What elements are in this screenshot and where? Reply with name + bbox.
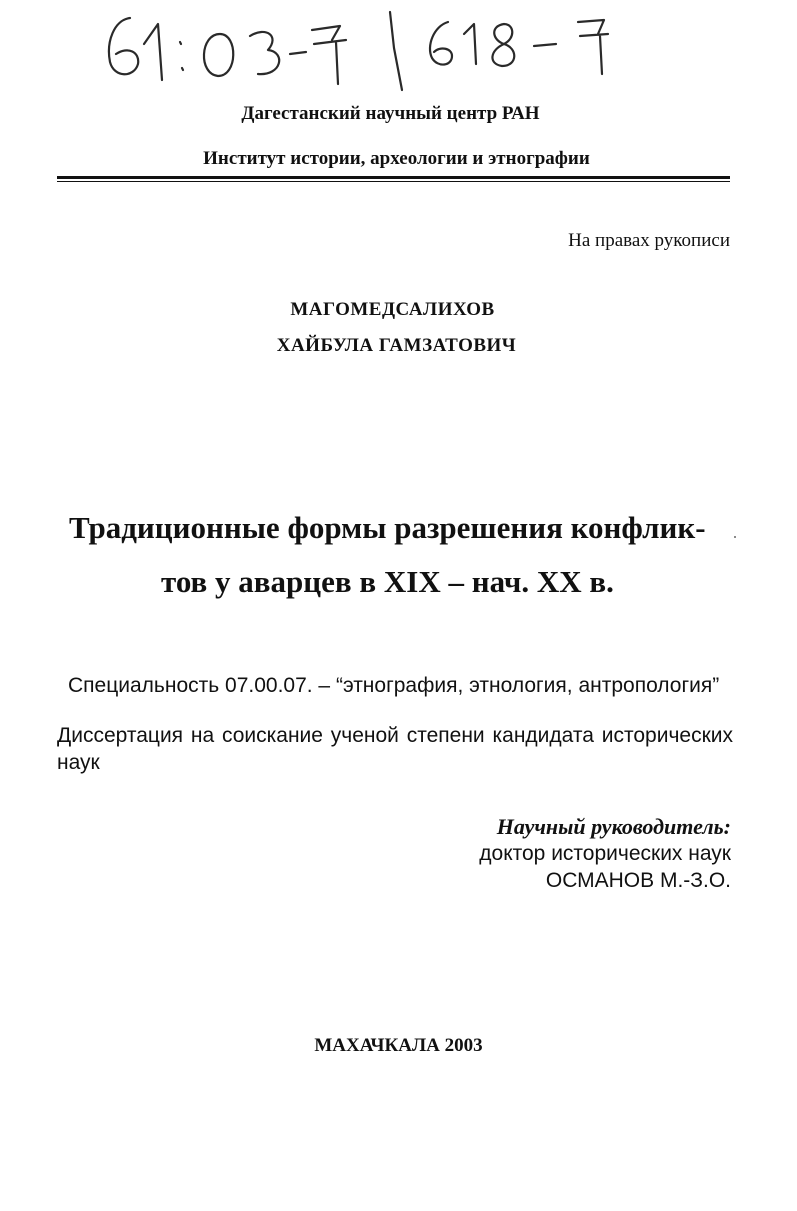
scan-speck <box>734 536 736 538</box>
scientific-advisor-block <box>479 813 731 894</box>
specialty-line: Специальность 07.00.07. – “этнография, этнология, антропология” <box>68 674 720 697</box>
dissertation-title-line-2: тов у аварцев в XIX – нач. XX в. <box>161 564 614 599</box>
header-divider-thick <box>57 176 730 179</box>
advisor-degree: доктор исторических наук <box>479 842 731 865</box>
author-given-names: ХАЙБУЛА ГАМЗАТОВИЧ <box>276 335 517 356</box>
manuscript-rights-note: На правах рукописи <box>568 230 730 251</box>
organization-center: Дагестанский научный центр РАН <box>241 103 540 124</box>
header-divider-thin <box>57 181 730 182</box>
dissertation-title-line-1: Традиционные формы разрешения конфлик- <box>69 510 706 545</box>
advisor-heading: Научный руководитель: <box>496 814 731 839</box>
city-year: МАХАЧКАЛА 2003 <box>314 1035 483 1056</box>
handwritten-catalog-number <box>100 4 620 96</box>
dissertation-degree-statement: Диссертация на соискание ученой степени кандидата исторических наук <box>57 724 733 774</box>
advisor-name: ОСМАНОВ М.-З.О. <box>545 869 731 892</box>
organization-institute: Институт истории, археологии и этнографии <box>203 148 590 169</box>
author-surname: МАГОМЕДСАЛИХОВ <box>290 299 495 320</box>
